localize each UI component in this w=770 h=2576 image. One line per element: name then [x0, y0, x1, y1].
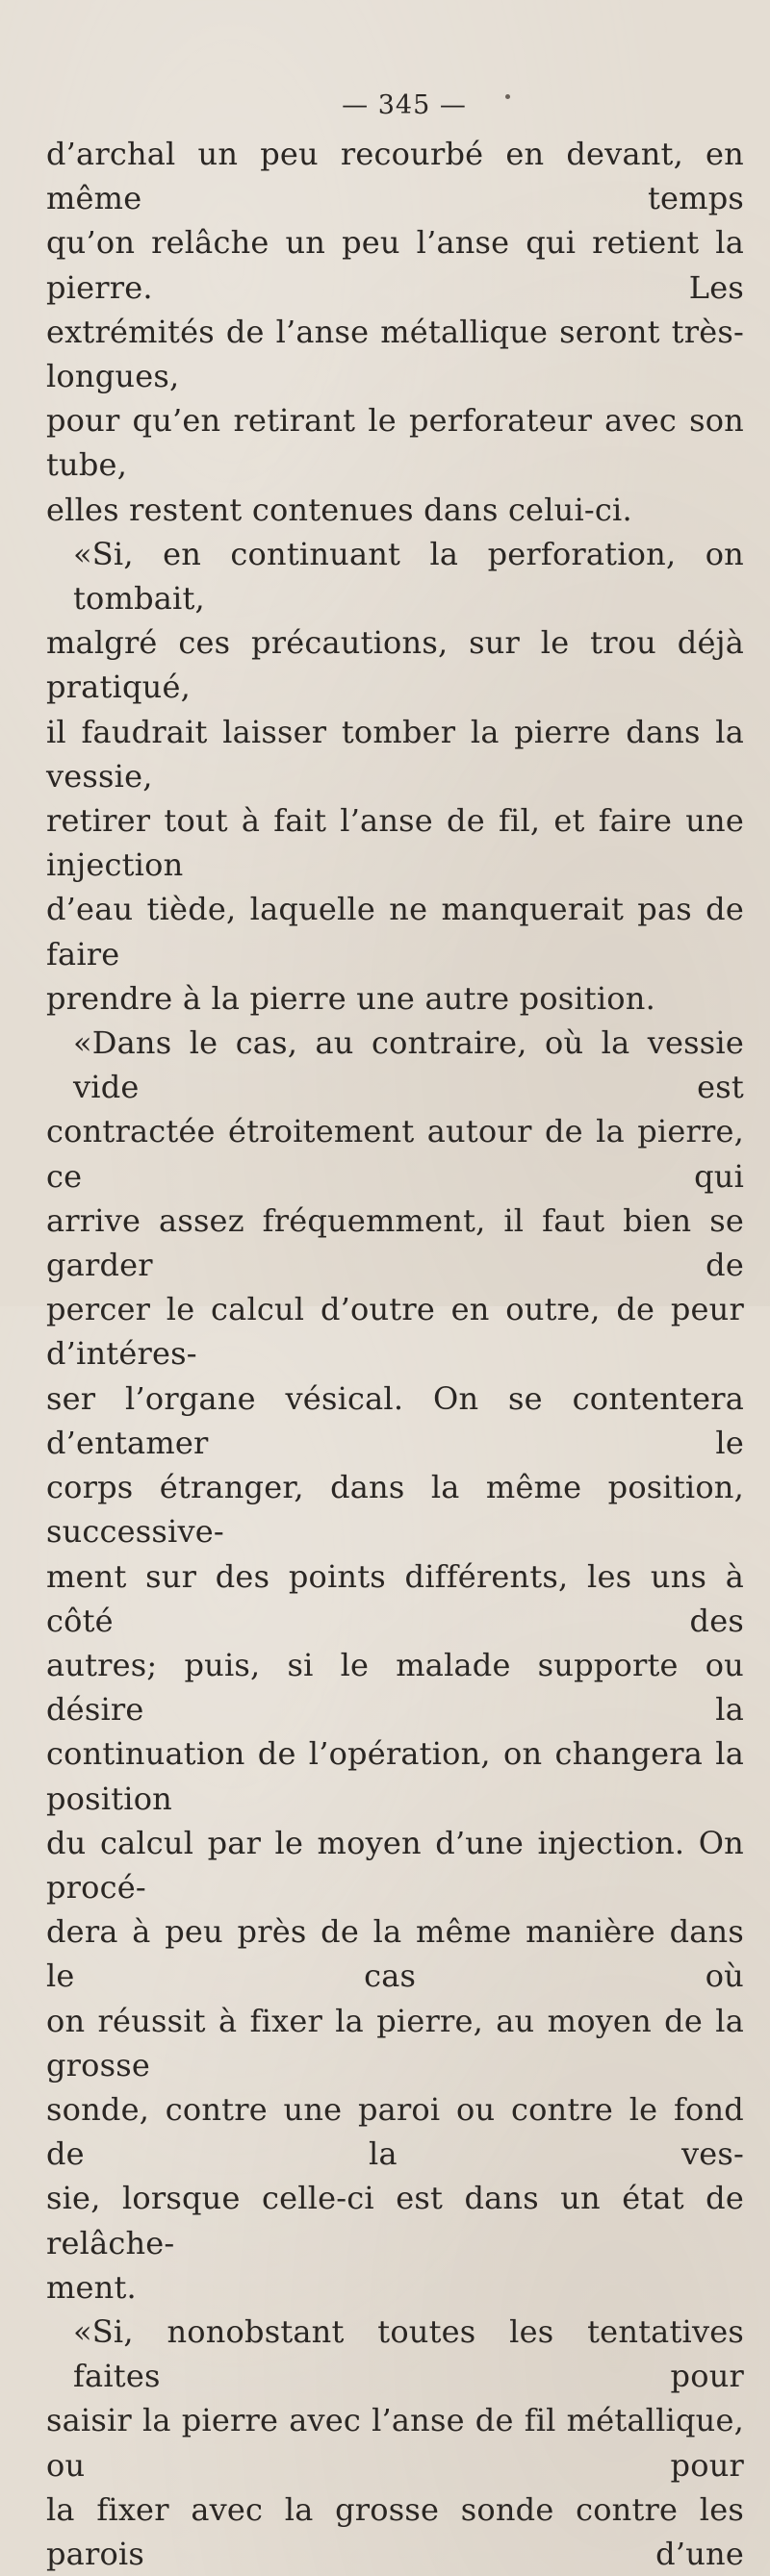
text-line: ser l’organe vésical. On se contentera d’entamer le — [46, 1379, 744, 1461]
text-line: «Dans le cas, au contraire, où la vessie vide est — [73, 1024, 744, 1106]
paragraph — [46, 1021, 744, 2310]
text-line: corps étranger, dans la même position, successive- — [46, 1469, 744, 1551]
text-line: «Si, en continuant la perforation, on tombait, — [73, 535, 744, 618]
page-number: — 345 — — [342, 90, 467, 120]
body-text — [46, 132, 744, 2576]
text-line: autres; puis, si le malade supporte ou désire la — [46, 1646, 744, 1729]
text-line: la fixer avec la grosse sonde contre les parois d’une — [46, 2490, 744, 2572]
text-line: percer le calcul d’outre en outre, de peur d’intéres- — [46, 1291, 744, 1373]
text-line: du calcul par le moyen d’une injection. On procé- — [46, 1824, 744, 1906]
text-line: arrive assez fréquemment, il faut bien se garder de — [46, 1201, 744, 1284]
text-line: «Si, nonobstant toutes les tentatives faites pour — [73, 2312, 744, 2395]
paragraph — [46, 2310, 744, 2576]
text-line: elles restent contenues dans celui-ci. — [46, 491, 632, 528]
text-line: ment. — [46, 2268, 137, 2306]
paragraph — [46, 132, 744, 532]
text-line: d’archal un peu recourbé en devant, en même temps — [46, 136, 744, 217]
text-line: ment sur des points différents, les uns à côté des — [46, 1557, 744, 1639]
text-line: pour qu’en retirant le perforateur avec son tube, — [46, 402, 744, 484]
text-line: d’eau tiède, laquelle ne manquerait pas de faire — [46, 891, 744, 972]
text-line: on réussit à fixer la pierre, au moyen de la grosse — [46, 2002, 744, 2084]
text-line: dera à peu près de la même manière dans le cas où — [46, 1913, 744, 1995]
text-line: sie, lorsque celle-ci est dans un état de relâche- — [46, 2180, 744, 2261]
text-line: sonde, contre une paroi ou contre le fond de la ves- — [46, 2090, 744, 2173]
text-line: saisir la pierre avec l’anse de fil métallique, ou pour — [46, 2402, 744, 2484]
text-line: continuation de l’opération, on changera la position — [46, 1735, 744, 1817]
text-line: qu’on relâche un peu l’anse qui retient la pierre. Les — [46, 224, 744, 306]
text-line: contractée étroitement autour de la pierre, ce qui — [46, 1113, 744, 1195]
text-line: prendre à la pierre une autre position. — [46, 979, 655, 1017]
text-line: malgré ces précautions, sur le trou déjà pratiqué, — [46, 624, 744, 706]
paragraph — [46, 532, 744, 1021]
text-line: il faudrait laisser tomber la pierre dans la vessie, — [46, 713, 744, 795]
text-line: retirer tout à fait l’anse de fil, et faire une injection — [46, 802, 744, 884]
text-line: extrémités de l’anse métallique seront très-longues, — [46, 313, 744, 395]
page-number-header — [0, 87, 770, 125]
